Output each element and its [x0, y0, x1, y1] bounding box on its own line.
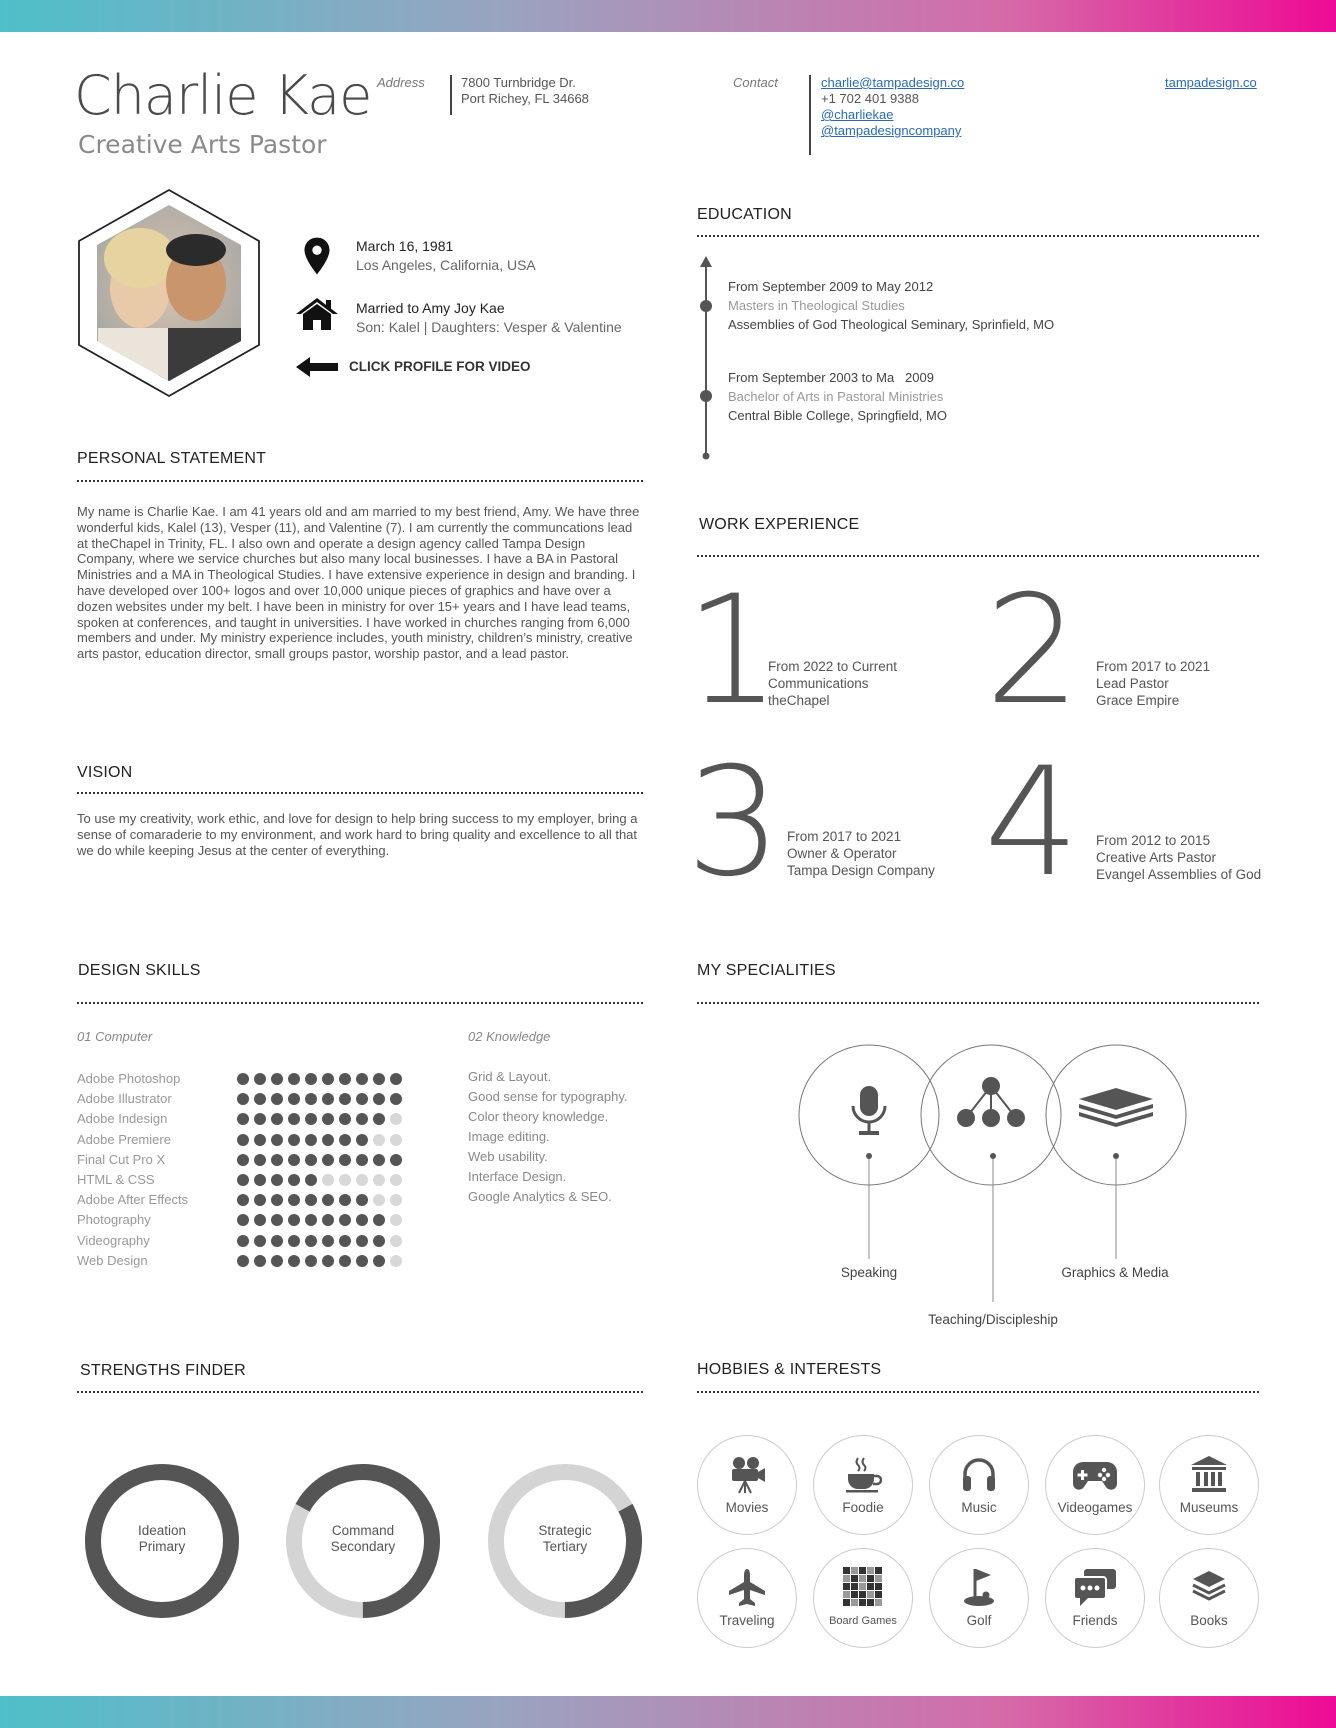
skill-name: Adobe Premiere	[77, 1131, 171, 1147]
gamepad-icon	[1046, 1454, 1144, 1494]
rating-dot-filled	[271, 1113, 283, 1125]
skill-row	[77, 1170, 417, 1190]
arrow-left-icon	[296, 356, 338, 383]
rating-dot-filled	[237, 1093, 249, 1105]
rating-dot-filled	[237, 1154, 249, 1166]
rating-dot-filled	[322, 1073, 334, 1085]
specialities-diagram	[795, 1044, 1195, 1339]
address-block	[461, 75, 589, 107]
rating-dot-filled	[288, 1214, 300, 1226]
rating-dot-filled	[288, 1073, 300, 1085]
person-name: Charlie Kae	[74, 64, 372, 127]
books-stack-icon	[1160, 1567, 1258, 1607]
rating-dot-filled	[339, 1134, 351, 1146]
children: Son: Kalel | Daughters: Vesper & Valentine	[356, 319, 622, 335]
specialities-divider	[697, 1002, 1259, 1004]
rating-dot-filled	[356, 1113, 368, 1125]
rating-dot-filled	[237, 1113, 249, 1125]
rating-dot-filled	[254, 1093, 266, 1105]
vision-text: To use my creativity, work ethic, and love for design to help bring success to my employer, bring a sense of comaraderie to my environment, and work hard to bring quality and excellence to all that we do while keeping Jesus at the center of everything.	[77, 811, 638, 858]
education-timeline	[699, 256, 713, 467]
rating-dot-filled	[254, 1174, 266, 1186]
work-item-3	[787, 828, 935, 879]
work-item-4	[1096, 832, 1261, 883]
address-divider	[450, 75, 452, 115]
skill-rating	[237, 1174, 402, 1186]
marriage: Married to Amy Joy Kae	[356, 300, 505, 316]
rating-dot-filled	[373, 1113, 385, 1125]
rating-dot-filled	[322, 1093, 334, 1105]
rating-dot-filled	[237, 1174, 249, 1186]
rating-dot-filled	[288, 1113, 300, 1125]
work-experience-title: WORK EXPERIENCE	[699, 516, 860, 533]
personal-statement-title: PERSONAL STATEMENT	[77, 450, 267, 467]
education-title: EDUCATION	[697, 206, 792, 223]
rating-dot-filled	[305, 1134, 317, 1146]
education-dates: From September 2003 to Ma 2009	[728, 370, 934, 385]
speciality-label-3: Graphics & Media	[1061, 1265, 1169, 1280]
work-number-1: 1	[685, 564, 781, 738]
rating-dot-filled	[305, 1154, 317, 1166]
knowledge-item: Image editing.	[468, 1129, 550, 1144]
skill-row	[77, 1130, 417, 1150]
rating-dot-empty	[390, 1235, 402, 1247]
rating-dot-filled	[322, 1154, 334, 1166]
skill-rating	[237, 1134, 402, 1146]
rating-dot-filled	[271, 1154, 283, 1166]
skill-name: Final Cut Pro X	[77, 1151, 166, 1167]
work-item-2	[1096, 658, 1210, 709]
rating-dot-empty	[373, 1174, 385, 1186]
rating-dot-filled	[254, 1154, 266, 1166]
hobby-label: Foodie	[842, 1500, 884, 1515]
education-degree: Masters in Theological Studies	[728, 298, 905, 313]
rating-dot-empty	[373, 1194, 385, 1206]
rating-dot-filled	[339, 1093, 351, 1105]
rating-dot-filled	[288, 1194, 300, 1206]
skill-rating	[237, 1235, 402, 1247]
rating-dot-empty	[390, 1255, 402, 1267]
hobby-museums	[1159, 1435, 1259, 1535]
rating-dot-filled	[356, 1255, 368, 1267]
rating-dot-filled	[305, 1235, 317, 1247]
family-info	[356, 300, 622, 335]
skill-name: Adobe Photoshop	[77, 1071, 181, 1086]
strengths-divider	[77, 1391, 643, 1393]
rating-dot-empty	[339, 1174, 351, 1186]
rating-dot-filled	[271, 1134, 283, 1146]
design-skills-title: DESIGN SKILLS	[78, 962, 201, 979]
rating-dot-filled	[288, 1134, 300, 1146]
education-divider	[697, 235, 1259, 237]
knowledge-item: Color theory knowledge.	[468, 1109, 609, 1124]
knowledge-item: Grid & Layout.	[468, 1069, 552, 1084]
rating-dot-filled	[305, 1255, 317, 1267]
rating-dot-filled	[356, 1154, 368, 1166]
personal-statement-text: My name is Charlie Kae. I am 41 years old and am married to my best friend, Amy. We have three wonderful kids, Kalel (13), Vesper (11), and Valentine (7). I am currently the communcations lead at theChapel in Trinity, FL. I also own and operate a design agency called Tampa Design Company, where we service churches but also many local businesses. I have a BA in Pastoral Ministries and a MA in Theological Studies. I have extensive experience in design and branding. I have developed over 100+ logos and over 10,000 unique pieces of graphics and have over a dozen websites under my belt. I have been in ministry for over 15+ years and I have lead teams, spoken at conferences, and taught in universities. I have worked in churches ranging from 6,000 members and under. My ministry experience includes, youth ministry, children’s ministry, creative arts pastor, education director, small groups pastor, worship pastor, and a lead pastor.	[77, 504, 640, 662]
skill-name: Videography	[77, 1232, 150, 1248]
skill-row	[77, 1150, 417, 1170]
skill-row	[77, 1190, 417, 1210]
rating-dot-filled	[254, 1113, 266, 1125]
skill-rating	[237, 1093, 402, 1105]
computer-skills-label: 01 Computer	[77, 1029, 153, 1044]
skill-row	[77, 1210, 417, 1230]
work-role: Lead Pastor	[1096, 676, 1169, 691]
skill-rating	[237, 1255, 402, 1267]
location-pin-icon	[297, 236, 337, 281]
strength-rank: Tertiary	[542, 1539, 588, 1554]
skill-name: Adobe After Effects	[77, 1192, 189, 1208]
work-org: theChapel	[768, 693, 830, 708]
rating-dot-empty	[390, 1134, 402, 1146]
handle-link-1[interactable]: @charliekae	[821, 107, 894, 122]
work-org: Evangel Assemblies of God	[1096, 867, 1262, 882]
board-grid-icon	[814, 1567, 912, 1607]
skill-rating	[237, 1113, 402, 1125]
rating-dot-filled	[322, 1214, 334, 1226]
work-dates: From 2012 to 2015	[1096, 833, 1211, 848]
work-org: Grace Empire	[1096, 693, 1180, 708]
skill-row	[77, 1069, 417, 1089]
work-role: Communications	[768, 676, 869, 691]
work-number-2: 2	[985, 564, 1081, 738]
work-number-4: 4	[984, 736, 1080, 910]
coffee-cup-icon	[814, 1454, 912, 1494]
hobby-foodie	[813, 1435, 913, 1535]
rating-dot-filled	[322, 1235, 334, 1247]
knowledge-item: Web usability.	[468, 1149, 548, 1164]
work-org: Tampa Design Company	[787, 863, 935, 878]
address-line2: Port Richey, FL 34668	[461, 91, 589, 106]
knowledge-item: Interface Design.	[468, 1169, 567, 1184]
rating-dot-empty	[390, 1214, 402, 1226]
rating-dot-filled	[271, 1174, 283, 1186]
rating-dot-filled	[356, 1093, 368, 1105]
rating-dot-filled	[237, 1235, 249, 1247]
strength-name: Ideation	[137, 1523, 187, 1538]
rating-dot-filled	[390, 1093, 402, 1105]
home-icon	[296, 296, 338, 337]
hobby-videogames	[1045, 1435, 1145, 1535]
rating-dot-filled	[288, 1235, 300, 1247]
handle-link-2[interactable]: @tampadesigncompany	[821, 123, 962, 138]
rating-dot-filled	[305, 1113, 317, 1125]
rating-dot-filled	[373, 1214, 385, 1226]
hobby-label: Videogames	[1057, 1500, 1133, 1515]
rating-dot-filled	[373, 1154, 385, 1166]
skill-name: HTML & CSS	[77, 1172, 155, 1187]
skill-name: Photography	[77, 1212, 151, 1228]
skill-row	[77, 1231, 417, 1251]
rating-dot-filled	[237, 1214, 249, 1226]
work-dates: From 2017 to 2021	[1096, 659, 1211, 674]
address-label: Address	[377, 75, 425, 90]
skill-name: Web Design	[77, 1252, 148, 1268]
rating-dot-filled	[339, 1194, 351, 1206]
rating-dot-filled	[373, 1255, 385, 1267]
design-skills-divider	[77, 1002, 643, 1004]
skill-rating	[237, 1073, 402, 1085]
website-link[interactable]: tampadesign.co	[1165, 75, 1257, 90]
bottom-gradient-bar	[0, 1696, 1336, 1728]
rating-dot-filled	[390, 1154, 402, 1166]
rating-dot-filled	[271, 1073, 283, 1085]
contact-block	[821, 75, 964, 139]
hobby-label: Museums	[1179, 1500, 1239, 1515]
rating-dot-filled	[271, 1093, 283, 1105]
rating-dot-filled	[271, 1235, 283, 1247]
strength-rank: Secondary	[330, 1539, 396, 1554]
rating-dot-filled	[339, 1214, 351, 1226]
rating-dot-filled	[322, 1194, 334, 1206]
rating-dot-filled	[288, 1255, 300, 1267]
rating-dot-filled	[254, 1134, 266, 1146]
hobby-golf	[929, 1548, 1029, 1648]
contact-divider	[809, 75, 811, 155]
rating-dot-filled	[339, 1113, 351, 1125]
rating-dot-filled	[390, 1073, 402, 1085]
person-title: Creative Arts Pastor	[78, 130, 327, 159]
work-number-3: 3	[686, 736, 782, 910]
rating-dot-filled	[373, 1073, 385, 1085]
rating-dot-filled	[237, 1134, 249, 1146]
work-dates: From 2017 to 2021	[787, 829, 902, 844]
microphone-icon	[853, 1086, 885, 1135]
rating-dot-filled	[305, 1214, 317, 1226]
rating-dot-empty	[390, 1113, 402, 1125]
hobby-friends	[1045, 1548, 1145, 1648]
knowledge-item: Google Analytics & SEO.	[468, 1189, 612, 1204]
rating-dot-filled	[339, 1235, 351, 1247]
rating-dot-filled	[305, 1174, 317, 1186]
knowledge-list	[468, 1067, 627, 1207]
education-item-2	[728, 370, 947, 423]
hobby-label: Golf	[966, 1613, 992, 1628]
rating-dot-filled	[356, 1073, 368, 1085]
hobby-music	[929, 1435, 1029, 1535]
hobbies-divider	[697, 1391, 1259, 1393]
skill-rating	[237, 1214, 402, 1226]
speciality-label-2: Teaching/Discipleship	[928, 1312, 1058, 1327]
rating-dot-filled	[356, 1214, 368, 1226]
museum-icon	[1160, 1454, 1258, 1494]
education-degree: Bachelor of Arts in Pastoral Ministries	[728, 389, 944, 404]
education-item-1	[728, 279, 1054, 332]
birth-place: Los Angeles, California, USA	[356, 257, 536, 273]
email-link[interactable]: charlie@tampadesign.co	[821, 75, 965, 90]
rating-dot-filled	[271, 1194, 283, 1206]
headphones-icon	[930, 1454, 1028, 1494]
rating-dot-filled	[339, 1255, 351, 1267]
birth-info	[356, 238, 536, 273]
education-dates: From September 2009 to May 2012	[728, 279, 934, 294]
skill-row	[77, 1251, 417, 1271]
strength-rank: Primary	[138, 1539, 186, 1554]
address-line1: 7800 Turnbridge Dr.	[461, 75, 576, 90]
skill-name: Adobe Illustrator	[77, 1091, 172, 1107]
rating-dot-filled	[356, 1235, 368, 1247]
strengths-title: STRENGTHS FINDER	[80, 1362, 246, 1379]
rating-dot-filled	[237, 1194, 249, 1206]
work-dates: From 2022 to Current	[768, 659, 898, 674]
rating-dot-filled	[305, 1073, 317, 1085]
rating-dot-filled	[237, 1255, 249, 1267]
rating-dot-filled	[339, 1073, 351, 1085]
strength-label	[285, 1523, 441, 1555]
hobby-label: Books	[1190, 1613, 1228, 1628]
phone-number: +1 702 401 9388	[821, 91, 919, 106]
rating-dot-filled	[322, 1113, 334, 1125]
hobby-books	[1159, 1548, 1259, 1648]
top-gradient-bar	[0, 0, 1336, 32]
strength-label	[487, 1523, 643, 1555]
rating-dot-filled	[254, 1214, 266, 1226]
vision-title: VISION	[77, 764, 133, 781]
rating-dot-filled	[271, 1214, 283, 1226]
rating-dot-empty	[322, 1174, 334, 1186]
skill-rating	[237, 1154, 402, 1166]
rating-dot-filled	[322, 1134, 334, 1146]
rating-dot-filled	[237, 1073, 249, 1085]
rating-dot-filled	[254, 1194, 266, 1206]
strength-name: Strategic	[538, 1523, 592, 1538]
hobby-label: Traveling	[719, 1613, 775, 1628]
rating-dot-empty	[373, 1134, 385, 1146]
specialities-title: MY SPECIALITIES	[697, 962, 836, 979]
skill-row	[77, 1089, 417, 1109]
rating-dot-empty	[390, 1174, 402, 1186]
knowledge-item: Good sense for typography.	[468, 1089, 628, 1104]
work-role: Creative Arts Pastor	[1096, 850, 1217, 865]
hobbies-title: HOBBIES & INTERESTS	[697, 1361, 882, 1378]
speciality-label-1: Speaking	[840, 1265, 898, 1280]
rating-dot-empty	[356, 1174, 368, 1186]
rating-dot-filled	[288, 1174, 300, 1186]
rating-dot-filled	[373, 1093, 385, 1105]
rating-dot-filled	[254, 1073, 266, 1085]
work-experience-divider	[697, 555, 1259, 557]
rating-dot-filled	[254, 1235, 266, 1247]
layers-icon	[1079, 1088, 1153, 1127]
rating-dot-filled	[356, 1134, 368, 1146]
education-school: Central Bible College, Springfield, MO	[728, 408, 947, 423]
rating-dot-empty	[390, 1194, 402, 1206]
video-cta[interactable]: CLICK PROFILE FOR VIDEO	[349, 359, 531, 374]
hobby-label: Music	[961, 1500, 997, 1515]
rating-dot-filled	[271, 1255, 283, 1267]
rating-dot-filled	[288, 1093, 300, 1105]
airplane-icon	[698, 1567, 796, 1607]
vision-divider	[77, 792, 643, 794]
hobby-label: Board Games	[829, 1615, 897, 1627]
rating-dot-filled	[305, 1194, 317, 1206]
rating-dot-filled	[305, 1093, 317, 1105]
hobby-board-games	[813, 1548, 913, 1648]
rating-dot-filled	[288, 1154, 300, 1166]
personal-statement-divider	[77, 480, 643, 482]
strength-label	[84, 1523, 240, 1555]
skill-row	[77, 1109, 417, 1129]
chat-bubbles-icon	[1046, 1567, 1144, 1607]
contact-label: Contact	[733, 75, 778, 90]
knowledge-skills-label: 02 Knowledge	[468, 1029, 551, 1044]
education-school: Assemblies of God Theological Seminary, Sprinfield, MO	[728, 317, 1055, 332]
profile-photo[interactable]	[78, 188, 260, 398]
strength-name: Command	[331, 1523, 395, 1538]
rating-dot-filled	[339, 1154, 351, 1166]
hobby-label: Friends	[1072, 1613, 1118, 1628]
rating-dot-filled	[254, 1255, 266, 1267]
skill-rating	[237, 1194, 402, 1206]
work-role: Owner & Operator	[787, 846, 897, 861]
birth-date: March 16, 1981	[356, 238, 454, 254]
hobby-label: Movies	[725, 1500, 769, 1515]
hobby-movies	[697, 1435, 797, 1535]
rating-dot-filled	[373, 1235, 385, 1247]
movie-camera-icon	[698, 1454, 796, 1494]
golf-flag-icon	[930, 1567, 1028, 1607]
hobby-traveling	[697, 1548, 797, 1648]
rating-dot-filled	[322, 1255, 334, 1267]
work-item-1	[768, 658, 897, 709]
network-icon	[957, 1077, 1025, 1127]
rating-dot-filled	[356, 1194, 368, 1206]
skill-name: Adobe Indesign	[77, 1111, 168, 1127]
